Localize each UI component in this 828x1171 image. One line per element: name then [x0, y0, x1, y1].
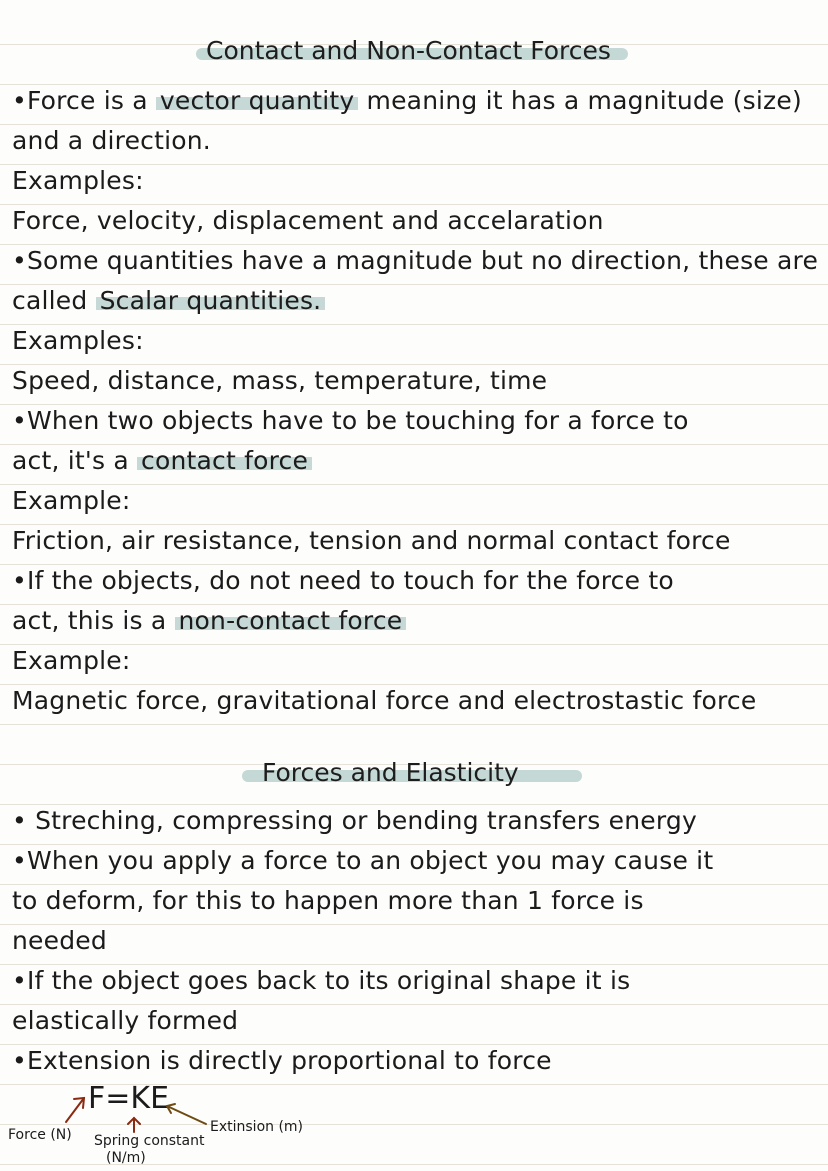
text-line: Example:	[12, 486, 131, 515]
text-line: •When you apply a force to an object you may cause it	[12, 846, 714, 875]
text-line: •If the objects, do not need to touch for the force to	[12, 566, 674, 595]
text-line: •Some quantities have a magnitude but no direction, these are	[12, 246, 819, 275]
text-line: to deform, for this to happen more than 1 force is	[12, 886, 644, 915]
section-title: Forces and Elasticity	[262, 758, 519, 787]
arrow-icon	[167, 1104, 206, 1124]
text-line: needed	[12, 926, 107, 955]
text-line	[12, 448, 312, 473]
page-title: Contact and Non-Contact Forces	[206, 36, 611, 65]
text-line: •Extension is directly proportional to force	[12, 1046, 552, 1075]
spring-constant-unit: (N/m)	[106, 1150, 146, 1166]
text-segment: called	[12, 286, 96, 315]
text-segment: meaning it has a magnitude (size)	[358, 86, 802, 115]
highlighted-term: non-contact force	[175, 606, 407, 635]
text-line: •If the object goes back to its original shape it is	[12, 966, 631, 995]
text-line: and a direction.	[12, 126, 211, 155]
text-line: • Streching, compressing or bending transfers energy	[12, 806, 697, 835]
formula-equation: F=KE	[88, 1081, 170, 1116]
text-segment: act, this is a	[12, 606, 175, 635]
text-line: Force, velocity, displacement and accelaration	[12, 206, 604, 235]
text-line	[12, 608, 406, 633]
text-line: Speed, distance, mass, temperature, time	[12, 366, 548, 395]
text-line	[12, 88, 802, 113]
text-line: Magnetic force, gravitational force and electrostastic force	[12, 686, 757, 715]
text-line: Examples:	[12, 166, 144, 195]
text-line: elastically formed	[12, 1006, 239, 1035]
spring-constant-label: Spring constant	[94, 1133, 205, 1149]
highlighted-term: contact force	[137, 446, 312, 475]
text-segment: act, it's a	[12, 446, 138, 475]
highlighted-term: Scalar quantities.	[96, 286, 326, 315]
text-segment: •Force is a	[12, 86, 156, 115]
arrow-icon	[128, 1118, 140, 1132]
text-line: •When two objects have to be touching for a force to	[12, 406, 689, 435]
extension-label: Extinsion (m)	[210, 1119, 304, 1135]
force-label: Force (N)	[8, 1127, 72, 1143]
text-line: Example:	[12, 646, 131, 675]
text-line: Examples:	[12, 326, 144, 355]
highlighted-term: vector quantity	[156, 86, 358, 115]
text-line: Friction, air resistance, tension and normal contact force	[12, 526, 731, 555]
text-line	[12, 288, 325, 313]
arrow-icon	[66, 1098, 84, 1122]
